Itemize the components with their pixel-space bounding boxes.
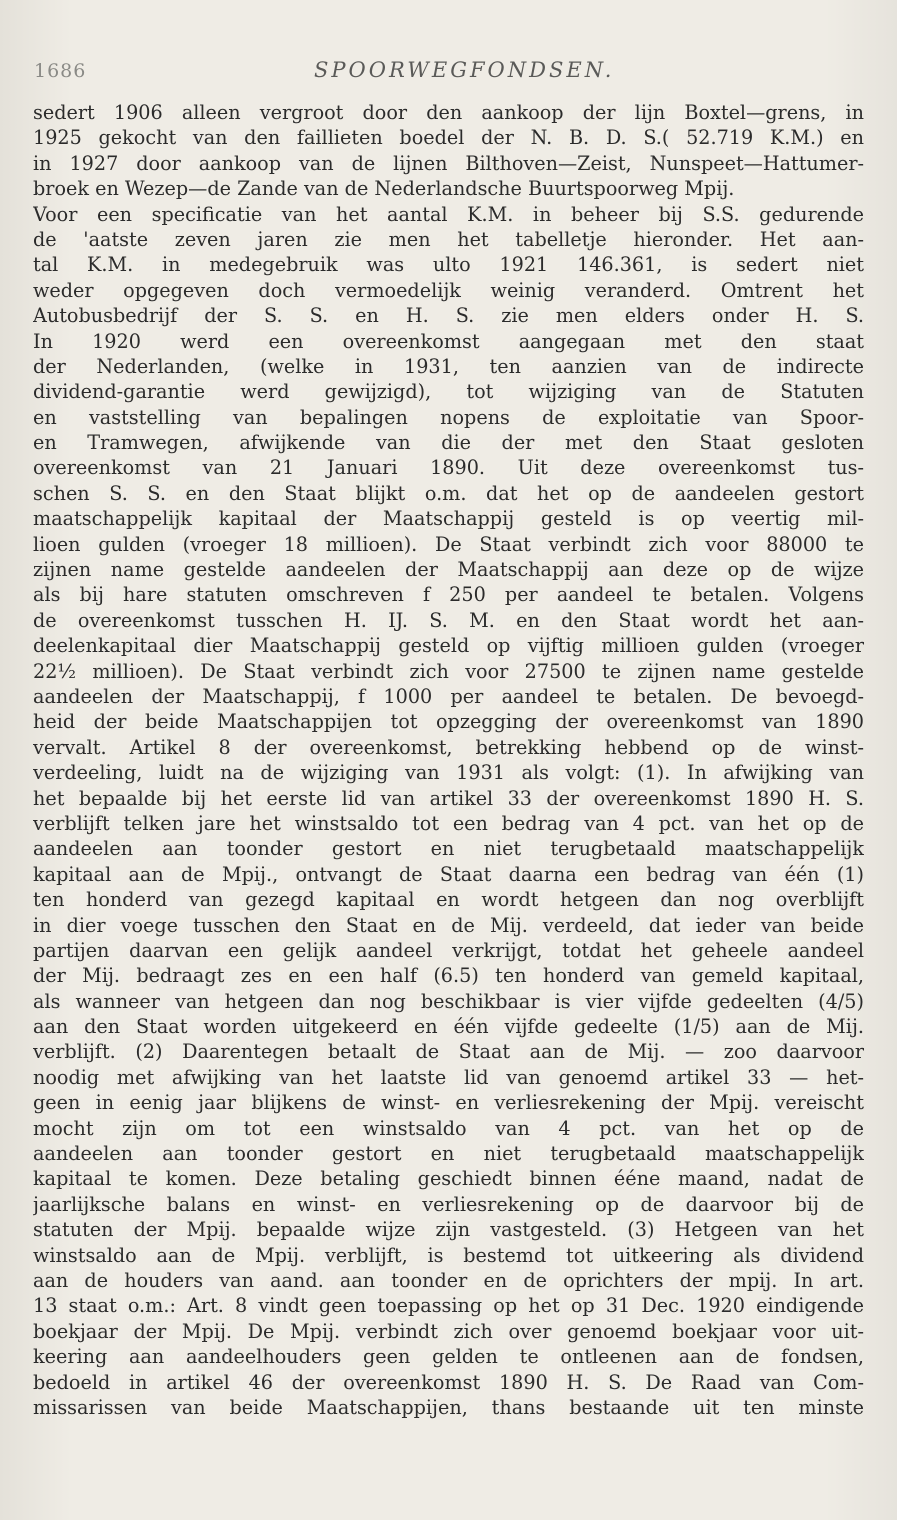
text-line: aandeelen der Maatschappij, f 1000 per aandeel te betalen. De bevoegd- — [33, 684, 864, 708]
text-line: overeenkomst van 21 Januari 1890. Uit deze overeenkomst tus- — [33, 456, 864, 480]
text-line: missarissen van beide Maatschappijen, thans bestaande uit ten minste — [33, 1395, 864, 1419]
text-line: als wanneer van hetgeen dan nog beschikbaar is vier vijfde gedeelten (4/5) — [33, 989, 864, 1013]
text-line: deelenkapitaal dier Maatschappij gesteld op vijftig millioen gulden (vroeger — [33, 634, 864, 658]
text-line: de 'aatste zeven jaren zie men het tabelletje hieronder. Het aan- — [33, 227, 864, 251]
text-line: aan den Staat worden uitgekeerd en één vijfde gedeelte (1/5) aan de Mij. — [33, 1015, 864, 1039]
text-line: Voor een specificatie van het aantal K.M. in beheer bij S.S. gedurende — [33, 202, 864, 226]
text-line: verblijft telken jare het winstsaldo tot een bedrag van 4 pct. van het op de — [33, 811, 864, 835]
text-line: sedert 1906 alleen vergroot door den aankoop der lijn Boxtel—grens, in — [33, 101, 864, 124]
text-line: noodig met afwijking van het laatste lid van genoemd artikel 33 — het- — [33, 1065, 864, 1089]
text-line: In 1920 werd een overeenkomst aangegaan met den staat — [33, 329, 864, 353]
text-line: mocht zijn om tot een winstsaldo van 4 pct. van het op de — [33, 1116, 864, 1140]
text-line: heid der beide Maatschappijen tot opzegging der overeenkomst van 1890 — [33, 710, 864, 734]
text-line: en vaststelling van bepalingen nopens de exploitatie van Spoor- — [33, 405, 864, 429]
text-line: de overeenkomst tusschen H. IJ. S. M. en den Staat wordt het aan- — [33, 608, 864, 632]
text-line: boekjaar der Mpij. De Mpij. verbindt zich over genoemd boekjaar voor uit- — [33, 1319, 864, 1343]
text-line: der Mij. bedraagt zes en een half (6.5) ten honderd van gemeld kapitaal, — [33, 964, 864, 988]
body-text — [33, 100, 864, 1420]
text-line: aandeelen aan toonder gestort en niet terugbetaald maatschappelijk — [33, 1142, 864, 1166]
text-line: tal K.M. in medegebruik was ulto 1921 146.361, is sedert niet — [33, 253, 864, 277]
text-line: het bepaalde bij het eerste lid van artikel 33 der overeenkomst 1890 H. S. — [33, 786, 864, 810]
text-line: partijen daarvan een gelijk aandeel verkrijgt, totdat het geheele aandeel — [33, 938, 864, 962]
text-line: verdeeling, luidt na de wijziging van 1931 als volgt: (1). In afwijking van — [33, 761, 864, 785]
text-line: broek en Wezep—de Zande van de Nederlandsche Buurtspoorweg Mpij. — [33, 177, 735, 201]
page-header — [34, 56, 863, 88]
text-line: als bij hare statuten omschreven f 250 per aandeel te betalen. Volgens — [33, 583, 864, 607]
text-line: jaarlijksche balans en winst- en verliesrekening op de daarvoor bij de — [33, 1192, 864, 1216]
text-line: verblijft. (2) Daarentegen betaalt de Staat aan de Mij. — zoo daarvoor — [33, 1040, 864, 1064]
text-line: Autobusbedrijf der S. S. en H. S. zie men elders onder H. S. — [33, 304, 864, 328]
text-line: 13 staat o.m.: Art. 8 vindt geen toepassing op het op 31 Dec. 1920 eindigende — [33, 1294, 864, 1318]
text-line: 1925 gekocht van den faillieten boedel der N. B. D. S.( 52.719 K.M.) en — [33, 126, 864, 150]
text-line: in 1927 door aankoop van de lijnen Bilthoven—Zeist, Nunspeet—Hattumer- — [33, 151, 864, 175]
text-line: maatschappelijk kapitaal der Maatschappij gesteld is op veertig mil- — [33, 507, 864, 531]
text-line: vervalt. Artikel 8 der overeenkomst, betrekking hebbend op de winst- — [33, 735, 864, 759]
text-line: keering aan aandeelhouders geen gelden te ontleenen aan de fondsen, — [33, 1345, 864, 1369]
text-line: geen in eenig jaar blijkens de winst- en verliesrekening der Mpij. vereischt — [33, 1091, 864, 1115]
text-line: ten honderd van gezegd kapitaal en wordt hetgeen dan nog overblijft — [33, 888, 864, 912]
text-line: aandeelen aan toonder gestort en niet terugbetaald maatschappelijk — [33, 837, 864, 861]
text-line: winstsaldo aan de Mpij. verblijft, is bestemd tot uitkeering als dividend — [33, 1243, 864, 1267]
text-line: in dier voege tusschen den Staat en de Mij. verdeeld, dat ieder van beide — [33, 913, 864, 937]
text-line: aan de houders van aand. aan toonder en de oprichters der mpij. In art. — [33, 1268, 864, 1292]
text-line: bedoeld in artikel 46 der overeenkomst 1890 H. S. De Raad van Com- — [33, 1370, 864, 1394]
text-line: schen S. S. en den Staat blijkt o.m. dat het op de aandeelen gestort — [33, 481, 864, 505]
text-line: dividend-garantie werd gewijzigd), tot wijziging van de Statuten — [33, 380, 864, 404]
text-line: der Nederlanden, (welke in 1931, ten aanzien van de indirecte — [33, 354, 864, 378]
text-line: en Tramwegen, afwijkende van die der met den Staat gesloten — [33, 431, 864, 455]
running-title: SPOORWEGFONDSEN. — [314, 58, 615, 82]
text-line: statuten der Mpij. bepaalde wijze zijn vastgesteld. (3) Hetgeen van het — [33, 1218, 864, 1242]
text-line: zijnen name gestelde aandeelen der Maatschappij aan deze op de wijze — [33, 558, 864, 582]
text-line: kapitaal aan de Mpij., ontvangt de Staat daarna een bedrag van één (1) — [33, 862, 864, 886]
page-number: 1686 — [34, 60, 87, 82]
text-line: weder opgegeven doch vermoedelijk weinig veranderd. Omtrent het — [33, 278, 864, 302]
text-line: kapitaal te komen. Deze betaling geschiedt binnen ééne maand, nadat de — [33, 1167, 864, 1191]
text-line: 22½ millioen). De Staat verbindt zich voor 27500 te zijnen name gestelde — [33, 659, 864, 683]
text-line: lioen gulden (vroeger 18 millioen). De Staat verbindt zich voor 88000 te — [33, 532, 864, 556]
